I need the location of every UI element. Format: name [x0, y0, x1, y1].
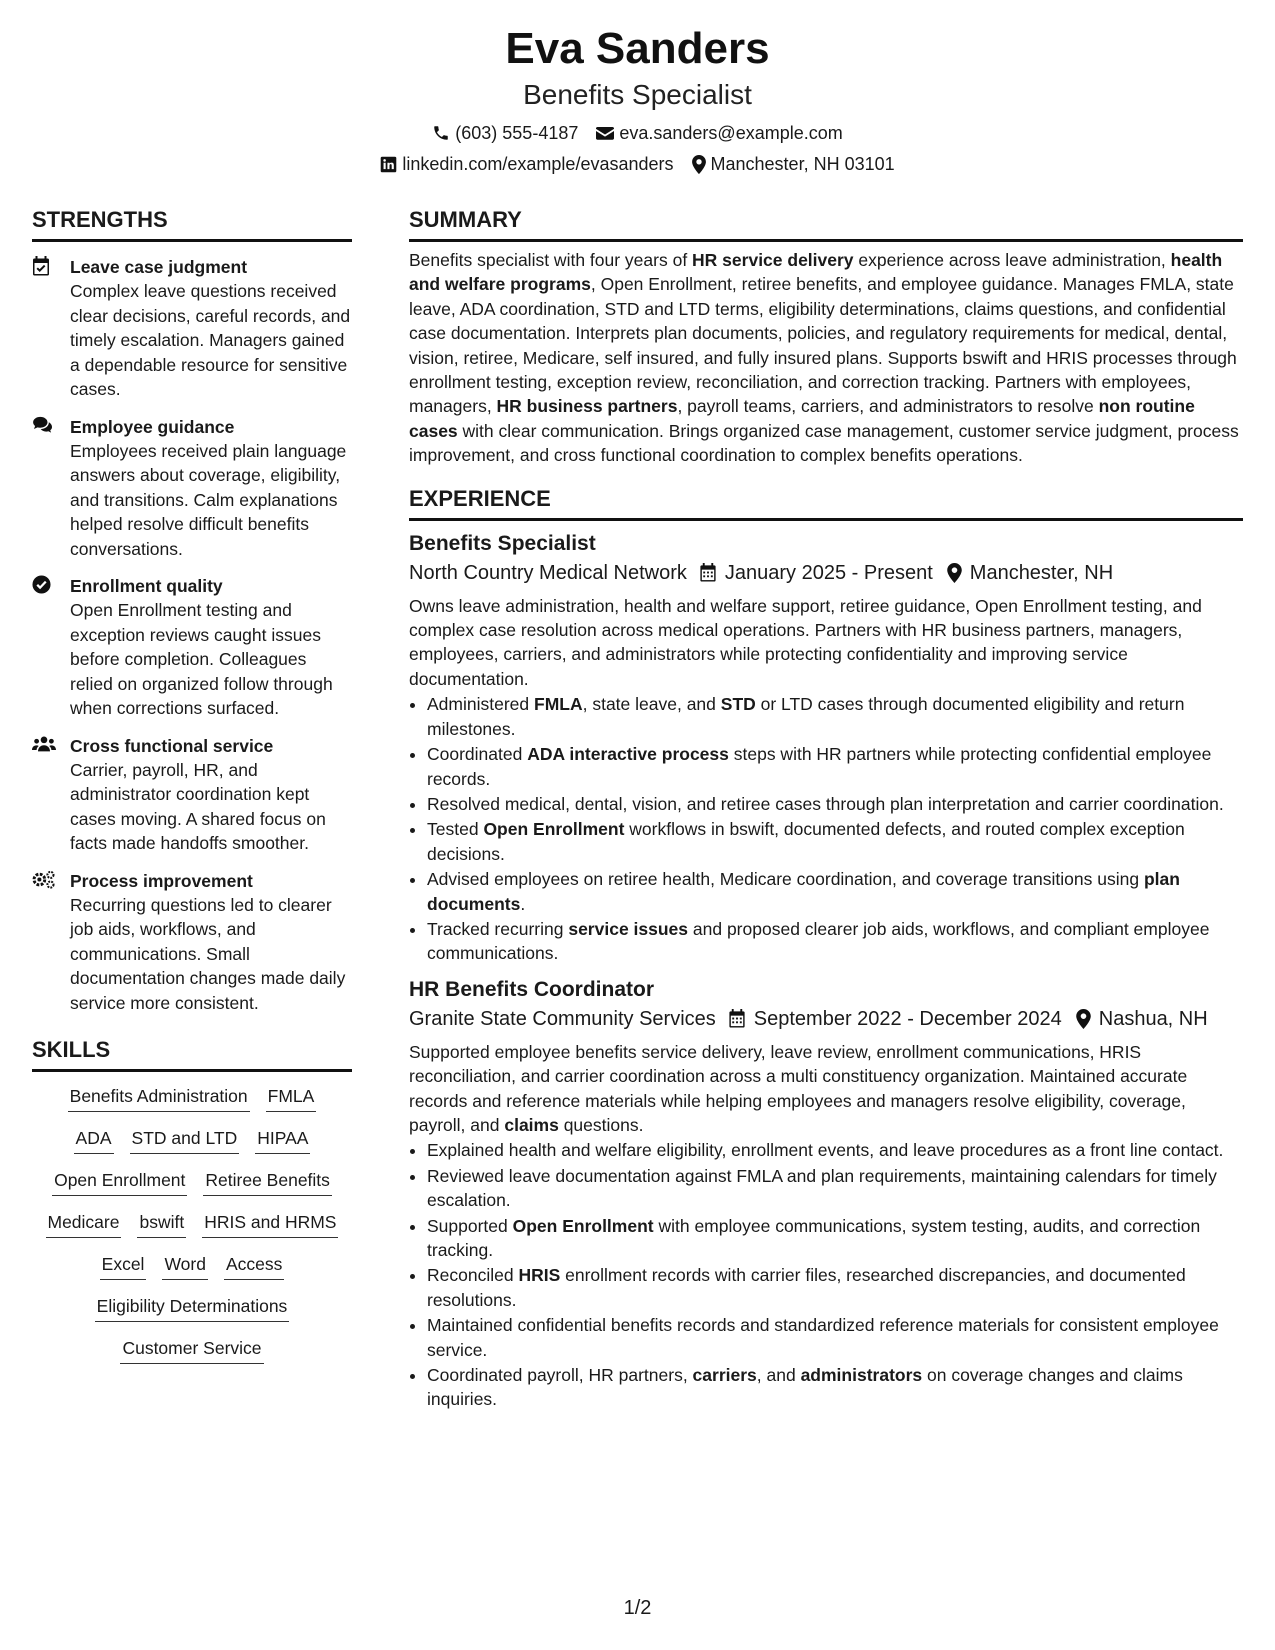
envelope-icon [596, 125, 614, 141]
strength-title: Cross functional service [70, 735, 274, 756]
bullet-text: Tracked recurring [427, 918, 569, 939]
bullet-item [427, 692, 1243, 741]
bullet-bold: administrators [800, 1365, 923, 1386]
contact-row-1 [0, 122, 1275, 144]
bullet-item [427, 817, 1243, 866]
bullet-item [427, 1164, 1243, 1213]
job-desc-text: Owns leave administration, health and welfare support, retiree guidance, Open Enrollment testing, and complex case resolution across medical operations. Partners with HR business partners, managers, employees, carriers, and administrators while protecting confidentiality and improving service documentation. [409, 595, 1202, 689]
calendar-icon [699, 563, 717, 582]
map-marker-icon [1076, 1009, 1091, 1029]
bullet-bold: carriers [692, 1365, 757, 1386]
skill-tag: Word [162, 1252, 208, 1280]
skill-tag: Open Enrollment [52, 1168, 187, 1196]
job-location: Manchester, NH [969, 561, 1114, 584]
skill-row [32, 1210, 352, 1238]
bullet-item [427, 1363, 1243, 1412]
summary-text: experience across leave administration, [853, 250, 1171, 270]
map-marker-icon [692, 155, 706, 174]
bullet-text: Tested [427, 819, 484, 840]
bullet-item [427, 1313, 1243, 1362]
skill-tag: HIPAA [255, 1126, 310, 1154]
summary-bold: health and welfare programs [409, 250, 1223, 295]
strength-item [32, 255, 352, 402]
bullet-text: Coordinated payroll, HR partners, [427, 1365, 693, 1386]
strength-item [32, 574, 352, 721]
job-description [409, 594, 1243, 692]
skill-tag: HRIS and HRMS [202, 1210, 338, 1238]
job-desc-text: Supported employee benefits service delivery, leave review, enrollment communications, HRIS reconciliation, and carrier coordination across a multi constituency organization. Maintained accurate records and reference materials while helping employees and managers resolve eligibility, coverage, payroll, and [409, 1041, 1188, 1135]
bullet-bold: Open Enrollment [512, 1215, 654, 1236]
strength-text: Complex leave questions received clear decisions, careful records, and timely escalation. Managers gained a dependable resource for sensitive cases. [70, 281, 351, 399]
skill-tag: STD and LTD [130, 1126, 240, 1154]
job-desc-bold: claims [504, 1114, 559, 1135]
cogs-icon [32, 870, 56, 889]
contact-linkedin [380, 153, 673, 175]
bullet-bold: Open Enrollment [483, 819, 625, 840]
summary-bold: non routine cases [409, 396, 1195, 441]
skill-tag: Benefits Administration [68, 1084, 250, 1112]
contact-phone [432, 122, 578, 144]
job-description [409, 1040, 1243, 1138]
strength-text: Carrier, payroll, HR, and administrator coordination kept cases moving. A shared focus on facts made handoffs smoother. [70, 759, 326, 853]
bullet-text: Reviewed leave documentation against FMLA and plan requirements, maintaining calendars for timely escalation. [427, 1165, 1217, 1211]
bullet-text: , and [756, 1365, 801, 1386]
experience-heading: EXPERIENCE [409, 486, 1243, 521]
bullet-text: Reconciled [427, 1265, 519, 1286]
right-column [409, 207, 1243, 1413]
phone-icon [432, 124, 450, 142]
strength-title: Process improvement [70, 870, 253, 891]
experience-section [409, 486, 1243, 1412]
users-icon [32, 735, 56, 753]
bullet-item [427, 1263, 1243, 1312]
strength-item [32, 415, 352, 562]
summary-section [409, 207, 1243, 468]
strength-item [32, 869, 352, 1016]
strength-text: Open Enrollment testing and exception reviews caught issues before completion. Colleagues relied on organized follow through when corrections surfaced. [70, 600, 333, 718]
job-bullets [409, 1138, 1243, 1411]
contact-location [692, 153, 895, 175]
job-title: Benefits Specialist [409, 531, 596, 555]
calendar-check-icon [32, 256, 50, 276]
bullet-item [427, 867, 1243, 916]
summary-bold: HR business partners [496, 396, 678, 417]
bullet-text: enrollment records with carrier files, researched discrepancies, and documented resolutions. [427, 1265, 1186, 1310]
bullet-text: workflows in bswift, documented defects, and routed complex exception decisions. [427, 819, 1185, 864]
bullet-item [427, 742, 1243, 791]
job-dates: January 2025 - Present [724, 561, 933, 584]
job-entry [409, 976, 1243, 1412]
job-meta [409, 1005, 1243, 1033]
skill-tag: Access [224, 1252, 284, 1280]
job-company: North Country Medical Network [409, 561, 687, 584]
skill-tag: Excel [100, 1252, 147, 1280]
bullet-item [427, 792, 1243, 816]
bullet-item [427, 917, 1243, 966]
phone-text[interactable]: (603) 555-4187 [455, 123, 579, 143]
job-location: Nashua, NH [1098, 1007, 1208, 1030]
skill-tag: Customer Service [120, 1336, 263, 1364]
skills-section [32, 1037, 352, 1364]
bullet-text: and proposed clearer job aids, workflows, and compliant employee communications. [427, 918, 1210, 964]
job-dates: September 2022 - December 2024 [753, 1007, 1062, 1030]
strengths-heading: STRENGTHS [32, 207, 352, 242]
strength-text: Recurring questions led to clearer job aids, workflows, and communications. Small documentation changes made daily service more consistent. [70, 894, 346, 1013]
job-entry [409, 530, 1243, 966]
bullet-text: or LTD cases through documented eligibility and return milestones. [427, 694, 1185, 739]
bullet-bold: service issues [568, 918, 689, 939]
resume-body [32, 207, 1243, 1413]
summary-text [409, 248, 1243, 468]
summary-text: , Open Enrollment, retiree benefits, and employee guidance. Manages FMLA, state leave, ADA coordination, STD and LTD terms, eligibility determinations, claims questions, and confidential case documentation. Interprets plan documents, policies, and regulatory requirements for medical, dental, vision, retiree, Medicare, self insured, and fully insured plans. Supports bswift and HRIS processes through enrollment testing, exception review, reconciliation, and correction tracking. Partners with employees, managers, [409, 274, 1237, 417]
strength-title: Leave case judgment [70, 257, 248, 277]
bullet-text: Advised employees on retiree health, Medicare coordination, and coverage transitions using [427, 869, 1144, 890]
strength-item [32, 734, 352, 856]
job-desc-text: questions. [558, 1114, 644, 1135]
skill-row [32, 1084, 352, 1112]
skill-tag: Retiree Benefits [203, 1168, 332, 1196]
skill-row [32, 1294, 352, 1322]
bullet-bold: STD [720, 694, 756, 715]
skill-row [32, 1252, 352, 1280]
linkedin-icon [380, 156, 397, 173]
bullet-text: Supported [427, 1215, 513, 1236]
summary-text: Benefits specialist with four years of [409, 250, 693, 270]
resume-header [0, 0, 1275, 175]
skill-tag: bswift [137, 1210, 186, 1238]
skill-tag: Medicare [46, 1210, 122, 1238]
bullet-text: . [520, 893, 526, 914]
job-meta [409, 559, 1243, 587]
summary-bold: HR service delivery [692, 250, 854, 270]
bullet-item [427, 1214, 1243, 1263]
left-column [32, 207, 352, 1413]
bullet-bold: plan documents [427, 869, 1180, 914]
bullet-bold: HRIS [518, 1265, 561, 1286]
bullet-item [427, 1138, 1243, 1162]
bullet-bold: ADA interactive process [527, 744, 729, 765]
candidate-name: Eva Sanders [505, 24, 770, 73]
map-marker-icon [947, 563, 962, 583]
bullet-text: with employee communications, system testing, audits, and correction tracking. [427, 1215, 1201, 1260]
skill-row [32, 1126, 352, 1154]
bullet-text: Explained health and welfare eligibility, enrollment events, and leave procedures as a front line contact. [427, 1140, 1224, 1161]
strength-title: Enrollment quality [70, 576, 223, 596]
skill-tag: Eligibility Determinations [95, 1294, 290, 1322]
candidate-role: Benefits Specialist [523, 79, 752, 110]
summary-heading: SUMMARY [409, 207, 1243, 242]
contact-row-2 [0, 153, 1275, 175]
bullet-text: Resolved medical, dental, vision, and retiree cases through plan interpretation and carrier coordination. [427, 793, 1224, 814]
job-company: Granite State Community Services [409, 1007, 716, 1030]
calendar-icon [728, 1009, 746, 1028]
summary-text: , payroll teams, carriers, and administrators to resolve [677, 396, 1099, 417]
bullet-text: Coordinated [427, 744, 528, 765]
contact-email [596, 122, 842, 144]
location-text: Manchester, NH 03101 [710, 154, 895, 174]
skills-list [32, 1084, 352, 1364]
bullet-text: on coverage changes and claims inquiries. [427, 1365, 1183, 1410]
strength-title: Employee guidance [70, 416, 235, 437]
job-title: HR Benefits Coordinator [409, 977, 655, 1001]
bullet-bold: FMLA [534, 694, 583, 715]
bullet-text: , state leave, and [582, 694, 721, 715]
job-bullets [409, 692, 1243, 965]
check-circle-icon [32, 575, 51, 594]
strength-text: Employees received plain language answers about coverage, eligibility, and transitions. Calm explanations helped resolve difficult benefits conversations. [70, 440, 347, 559]
bullet-text: steps with HR partners while protecting confidential employee records. [427, 744, 1212, 789]
strengths-section [32, 207, 352, 1015]
comments-icon [32, 416, 54, 434]
skill-row [32, 1168, 352, 1196]
bullet-text: Maintained confidential benefits records and standardized reference materials for consistent employee service. [427, 1315, 1219, 1360]
skills-heading: SKILLS [32, 1037, 352, 1072]
bullet-text: Administered [427, 694, 534, 715]
page-number: 1/2 [623, 1597, 652, 1619]
skill-tag: ADA [74, 1126, 114, 1154]
skill-row [32, 1336, 352, 1364]
email-text[interactable]: eva.sanders@example.com [619, 123, 843, 143]
linkedin-text[interactable]: linkedin.com/example/evasanders [402, 154, 674, 174]
skill-tag: FMLA [266, 1084, 317, 1112]
summary-text: with clear communication. Brings organized case management, customer service judgment, process improvement, and cross functional coordination to complex benefits operations. [409, 420, 1239, 466]
